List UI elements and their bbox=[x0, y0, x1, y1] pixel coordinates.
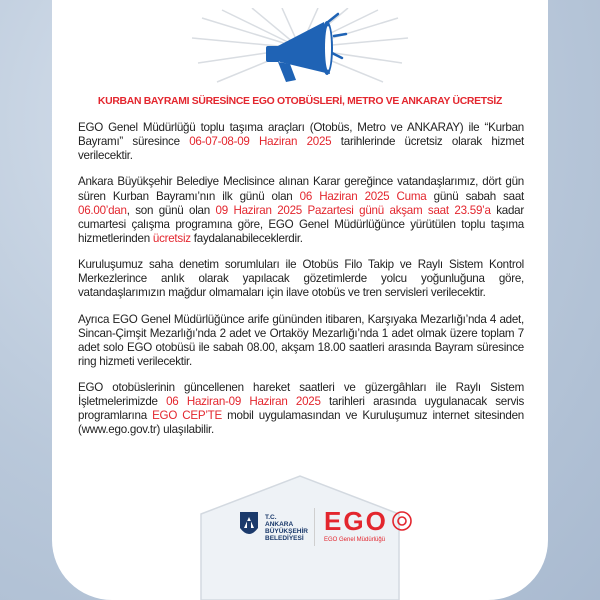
announcement-card bbox=[52, 0, 548, 600]
paragraph-4: Ayrıca EGO Genel Müdürlüğünce arife gününden itibaren, Karşıyaka Mezarlığı’nda 4 adet, Sincan-Çimşit Mezarlığı’nda 2 adet ve Ortaköy Mezarlığı’nda 1 adet olmak üzere toplam 7 adet solo EGO otobüsü ile sabah 08.00, akşam 18.00 saatleri arasında Bayram süresince ring hizmeti verilecektir. bbox=[78, 312, 524, 368]
headline: KURBAN BAYRAMI SÜRESİNCE EGO OTOBÜSLERİ, METRO VE ANKARAY ÜCRETSİZ bbox=[97, 96, 503, 107]
paragraph-5: EGO otobüslerinin güncellenen hareket saatleri ve güzergâhları ile Raylı Sistem İşletmelerimizde 06 Haziran-09 Haziran 2025 tarihleri arasında uygulanacak servis programlarına EGO CEP’TE mobil uygulamasından ve Kuruluşumuz internet sitesinden (www.ego.gov.tr) ulaşılabilir. bbox=[78, 381, 524, 437]
paragraph-1: EGO Genel Müdürlüğü toplu taşıma araçları (Otobüs, Metro ve ANKARAY) ile “Kurban Bayramı” süresince 06-07-08-09 Haziran 2025 tarihlerinde ücretsiz olarak hizmet verilecektir. bbox=[78, 121, 524, 163]
megaphone-icon bbox=[52, 8, 548, 86]
paragraph-3: Kuruluşumuz saha denetim sorumluları ile Otobüs Filo Takip ve Raylı Sistem Kontrol Merkezlerince anlık olarak yapılacak gözetimlerde yolcu yoğunluğuna göre, vatandaşlarımızın mağdur olmamaları için ilave otobüs ve tren servisleri verilecektir. bbox=[78, 258, 524, 300]
logo-divider bbox=[314, 508, 315, 546]
ego-subtitle: EGO Genel Müdürlüğü bbox=[324, 537, 386, 543]
ankara-belediye-text: T.C. ANKARA BÜYÜKŞEHİR BELEDİYESİ bbox=[265, 514, 308, 542]
ego-logo-icon bbox=[324, 508, 414, 534]
body-text bbox=[78, 121, 524, 450]
svg-text:EGO: EGO bbox=[324, 508, 388, 534]
paragraph-2: Ankara Büyükşehir Belediye Meclisince alınan Karar gereğince vatandaşlarımız, dört gün süren Kurban Bayramı’nın ilk günü olan 06 Haziran 2025 Cuma günü sabah saat 06.00’dan, son günü olan 09 Haziran 2025 Pazartesi günü akşam saat 23.59’a kadar cumartesi çalışma programına göre, EGO Genel Müdürlüğünce yürütülen toplu taşıma hizmetlerinden ücretsiz faydalanabileceklerdir. bbox=[78, 175, 524, 245]
ankara-belediye-logo-icon bbox=[238, 510, 260, 540]
